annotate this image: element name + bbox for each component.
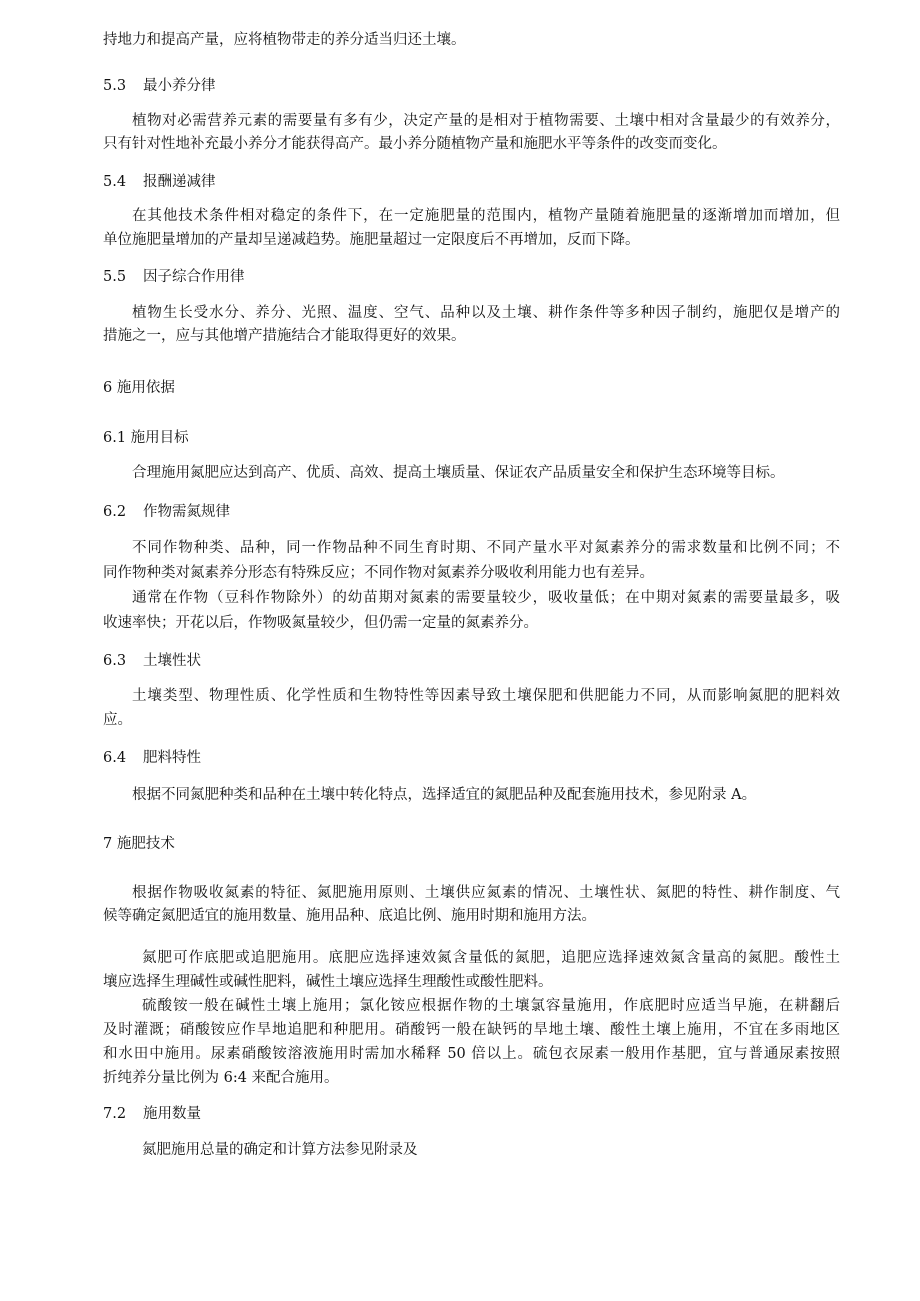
paragraph-line: 应。 [103,712,132,728]
section-heading-5-3 [103,76,216,96]
paragraph-line: 通常在作物（豆科作物除外）的幼苗期对氮素的需要量较少，吸收量低；在中期对氮素的需要量最多，吸 [132,590,840,606]
section-heading-5-4 [103,172,216,192]
paragraph-line: 不同作物种类、品种，同一作物品种不同生育时期、不同产量水平对氮素养分的需求数量和比例不同；不 [132,540,840,556]
paragraph-line: 硫酸铵一般在碱性土壤上施用；氯化铵应根据作物的土壤氯容量施用，作底肥时应适当早施，在耕翻后 [142,998,840,1014]
section-title: 土壤性状 [143,653,201,669]
paragraph-line: 收速率快；开花以后，作物吸氮量较少，但仍需一定量的氮素养分。 [103,615,538,631]
section-title: 肥料特性 [143,750,201,766]
paragraph-line: 和水田中施用。尿素硝酸铵溶液施用时需加水稀释 50 倍以上。硫包衣尿素一般用作基肥，宜与普通尿素按照 [103,1046,840,1062]
section-number: 6.2 [103,504,127,520]
paragraph-line: 壤应选择生理碱性或碱性肥料，碱性土壤应选择生理酸性或酸性肥料。 [103,974,553,990]
section-heading-6-4 [103,748,201,768]
section-heading-7-2 [103,1104,201,1124]
section-title: 施用数量 [143,1106,201,1122]
section-number: 6.4 [103,750,127,766]
section-heading-7: 7 施肥技术 [103,836,175,852]
paragraph-line: 同作物种类对氮素养分形态有特殊反应；不同作物对氮素养分吸收利用能力也有差异。 [103,565,654,581]
section-title: 最小养分律 [143,78,216,94]
paragraph-line: 植物对必需营养元素的需要量有多有少，决定产量的是相对于植物需要、土壤中相对含量最少的有效养分， [132,113,840,129]
section-heading-6-3 [103,651,201,671]
paragraph-line: 只有针对性地补充最小养分才能获得高产。最小养分随植物产量和施肥水平等条件的改变而变化。 [103,136,727,152]
paragraph-line: 根据作物吸收氮素的特征、氮肥施用原则、土壤供应氮素的情况、土壤性状、氮肥的特性、耕作制度、气 [132,885,840,901]
paragraph-line: 持地力和提高产量，应将植物带走的养分适当归还土壤。 [103,32,466,48]
section-number: 6.3 [103,653,127,669]
paragraph-line: 单位施肥量增加的产量却呈递减趋势。施肥量超过一定限度后不再增加，反而下降。 [103,232,640,248]
paragraph-line: 氮肥可作底肥或追肥施用。底肥应选择速效氮含量低的氮肥，追肥应选择速效氮含量高的氮肥。酸性土 [142,950,840,966]
paragraph-line: 在其他技术条件相对稳定的条件下，在一定施肥量的范围内，植物产量随着施肥量的逐渐增加而增加，但 [132,208,840,224]
section-number: 5.5 [103,269,127,285]
paragraph-line: 候等确定氮肥适宜的施用数量、施用品种、底追比例、施用时期和施用方法。 [103,908,596,924]
section-title: 因子综合作用律 [143,269,245,285]
section-title: 作物需氮规律 [143,504,230,520]
paragraph-line: 根据不同氮肥种类和品种在土壤中转化特点，选择适宜的氮肥品种及配套施用技术，参见附录 A。 [132,787,757,803]
section-heading-6-1: 6.1 施用目标 [103,430,189,446]
paragraph-line: 植物生长受水分、养分、光照、温度、空气、品种以及土壤、耕作条件等多种因子制约，施肥仅是增产的 [132,305,840,321]
paragraph-line: 氮肥施用总量的确定和计算方法参见附录及 [142,1142,418,1158]
section-number: 5.3 [103,78,127,94]
section-heading-6: 6 施用依据 [103,380,175,396]
paragraph-line: 折纯养分量比例为 6:4 来配合施用。 [103,1070,339,1086]
section-title: 报酬递减律 [143,174,216,190]
section-number: 7.2 [103,1106,127,1122]
section-heading-5-5 [103,267,245,287]
paragraph-line: 合理施用氮肥应达到高产、优质、高效、提高土壤质量、保证农产品质量安全和保护生态环境等目标。 [132,465,785,481]
paragraph-line: 土壤类型、物理性质、化学性质和生物特性等因素导致土壤保肥和供肥能力不同，从而影响氮肥的肥料效 [132,688,840,704]
paragraph-line: 及时灌溉；硝酸铵应作旱地追肥和种肥用。硝酸钙一般在缺钙的旱地土壤、酸性土壤上施用，不宜在多雨地区 [103,1022,840,1038]
paragraph-line: 措施之一，应与其他增产措施结合才能取得更好的效果。 [103,328,466,344]
section-heading-6-2 [103,502,230,522]
section-number: 5.4 [103,174,127,190]
